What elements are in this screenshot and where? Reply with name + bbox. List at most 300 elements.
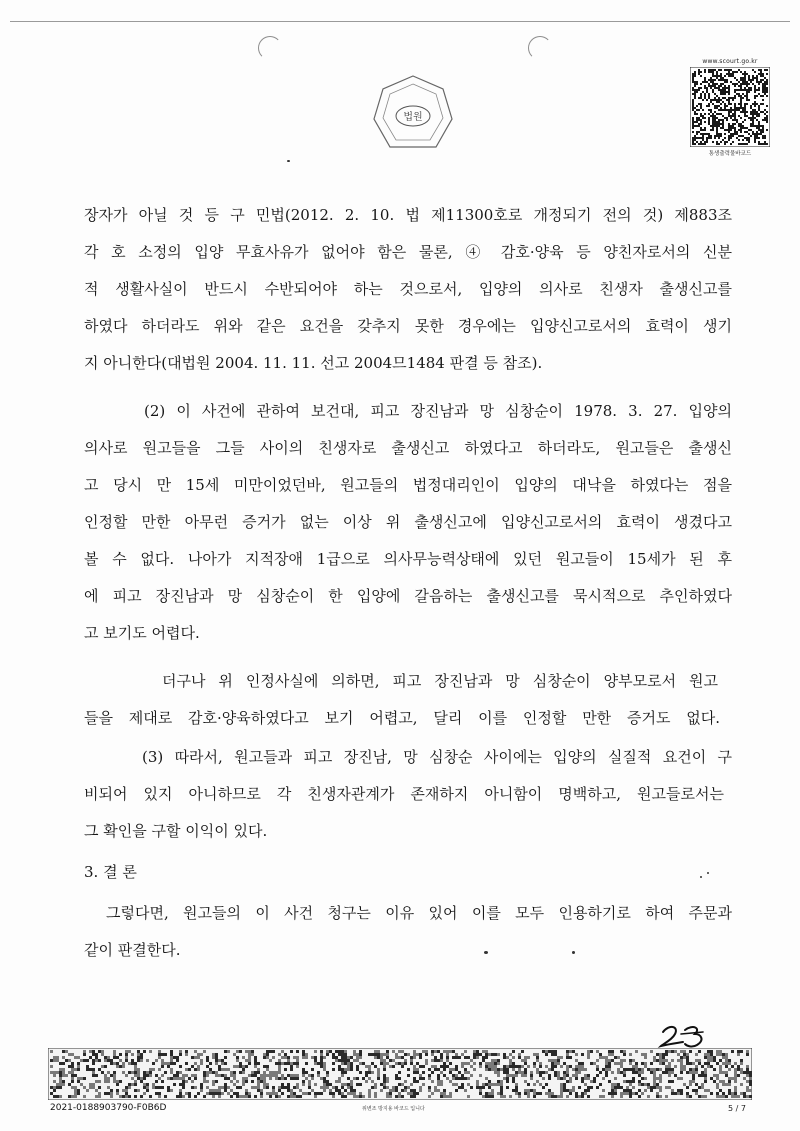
barcode-module <box>347 1077 350 1080</box>
barcode-module <box>731 1050 734 1053</box>
barcode-module <box>560 1083 563 1086</box>
qr-module <box>708 133 710 135</box>
barcode-module <box>350 1068 353 1071</box>
barcode-module <box>311 1074 314 1077</box>
barcode-module <box>407 1053 410 1056</box>
barcode-module <box>257 1080 260 1083</box>
barcode-module <box>308 1086 311 1089</box>
barcode-module <box>524 1059 527 1062</box>
barcode-module <box>326 1083 329 1086</box>
barcode-module <box>341 1086 344 1089</box>
barcode-module <box>149 1095 152 1098</box>
barcode-module <box>179 1092 182 1095</box>
qr-module <box>724 143 726 145</box>
body-line: 하였다 하더라도 위와 같은 요건을 갖추지 못한 경우에는 입양신고로서의 효력이 생기 <box>84 317 732 335</box>
qr-module <box>740 131 742 133</box>
barcode-module <box>197 1053 200 1056</box>
barcode-module <box>659 1059 662 1062</box>
barcode-module <box>521 1065 524 1068</box>
barcode-module <box>725 1059 728 1062</box>
barcode-module <box>53 1071 56 1074</box>
qr-module <box>764 119 766 121</box>
qr-module <box>752 119 754 121</box>
barcode-module <box>446 1077 449 1080</box>
barcode-module <box>698 1062 701 1065</box>
barcode-module <box>275 1077 278 1080</box>
barcode-module <box>668 1086 671 1089</box>
barcode-module <box>386 1062 389 1065</box>
qr-module <box>708 83 710 85</box>
barcode-module <box>485 1050 488 1053</box>
barcode-module <box>467 1056 470 1059</box>
barcode-module <box>281 1083 284 1086</box>
barcode-module <box>68 1065 71 1068</box>
barcode-module <box>122 1095 125 1098</box>
barcode-module <box>509 1059 512 1062</box>
barcode-module <box>647 1068 650 1071</box>
barcode-module <box>461 1053 464 1056</box>
qr-module <box>694 125 696 127</box>
barcode-module <box>554 1065 557 1068</box>
qr-module <box>696 137 698 139</box>
barcode-module <box>731 1095 734 1098</box>
qr-module <box>704 79 706 81</box>
barcode-module <box>506 1068 509 1071</box>
barcode-module <box>143 1083 146 1086</box>
qr-module <box>712 119 714 121</box>
barcode-module <box>395 1086 398 1089</box>
barcode-module <box>254 1056 257 1059</box>
barcode-module <box>371 1062 374 1065</box>
qr-module <box>744 105 746 107</box>
barcode-module <box>239 1050 242 1053</box>
barcode-module <box>638 1068 641 1071</box>
barcode-module <box>740 1083 743 1086</box>
barcode-module <box>491 1053 494 1056</box>
barcode-module <box>284 1062 287 1065</box>
barcode-module <box>632 1071 635 1074</box>
qr-module <box>762 89 764 91</box>
qr-module <box>708 135 710 137</box>
barcode-module <box>212 1083 215 1086</box>
qr-module <box>760 111 762 113</box>
qr-module <box>746 95 748 97</box>
barcode-module <box>503 1056 506 1059</box>
barcode-module <box>317 1062 320 1065</box>
barcode-module <box>110 1092 113 1095</box>
barcode-module <box>200 1053 203 1056</box>
barcode-module <box>485 1056 488 1059</box>
barcode-module <box>497 1068 500 1071</box>
barcode-module <box>53 1056 56 1059</box>
barcode-module <box>416 1071 419 1074</box>
barcode-module <box>629 1068 632 1071</box>
barcode-module <box>110 1074 113 1077</box>
qr-module <box>722 93 724 95</box>
barcode-module <box>563 1074 566 1077</box>
barcode-module <box>380 1053 383 1056</box>
qr-module <box>702 139 704 141</box>
barcode-module <box>617 1071 620 1074</box>
barcode-module <box>188 1095 191 1098</box>
barcode-module <box>77 1089 80 1092</box>
barcode-module <box>53 1059 56 1062</box>
qr-module <box>730 133 732 135</box>
barcode-module <box>335 1056 338 1059</box>
barcode-module <box>548 1077 551 1080</box>
barcode-module <box>188 1092 191 1095</box>
qr-module <box>758 69 760 71</box>
barcode-module <box>62 1074 65 1077</box>
barcode-module <box>200 1086 203 1089</box>
qr-module <box>694 135 696 137</box>
qr-module <box>756 79 758 81</box>
barcode-module <box>62 1080 65 1083</box>
barcode-module <box>269 1059 272 1062</box>
barcode-module <box>437 1068 440 1071</box>
qr-module <box>704 121 706 123</box>
qr-module <box>724 93 726 95</box>
barcode-module <box>494 1071 497 1074</box>
barcode-module <box>107 1056 110 1059</box>
barcode-module <box>248 1092 251 1095</box>
qr-module <box>756 95 758 97</box>
barcode-module <box>92 1062 95 1065</box>
barcode-module <box>545 1071 548 1074</box>
barcode-module <box>107 1080 110 1083</box>
qr-module <box>742 125 744 127</box>
qr-module <box>720 77 722 79</box>
barcode-module <box>161 1080 164 1083</box>
barcode-module <box>701 1083 704 1086</box>
qr-module <box>692 77 694 79</box>
barcode-module <box>632 1077 635 1080</box>
barcode-module <box>476 1053 479 1056</box>
qr-module <box>754 111 756 113</box>
qr-module <box>728 113 730 115</box>
barcode-module <box>92 1053 95 1056</box>
barcode-module <box>146 1071 149 1074</box>
barcode-module <box>281 1062 284 1065</box>
barcode-module <box>257 1086 260 1089</box>
barcode-module <box>680 1077 683 1080</box>
barcode-module <box>491 1083 494 1086</box>
qr-module <box>754 139 756 141</box>
barcode-module <box>245 1050 248 1053</box>
barcode-module <box>641 1077 644 1080</box>
barcode-module <box>503 1077 506 1080</box>
barcode-module <box>407 1074 410 1077</box>
barcode-module <box>176 1056 179 1059</box>
barcode-module <box>386 1095 389 1098</box>
barcode-module <box>359 1056 362 1059</box>
barcode-module <box>449 1080 452 1083</box>
barcode-module <box>341 1056 344 1059</box>
barcode-module <box>488 1086 491 1089</box>
barcode-module <box>164 1071 167 1074</box>
qr-module <box>756 75 758 77</box>
qr-module <box>716 131 718 133</box>
qr-module <box>744 81 746 83</box>
barcode-module <box>695 1065 698 1068</box>
qr-module <box>704 71 706 73</box>
barcode-module <box>149 1068 152 1071</box>
qr-module <box>758 87 760 89</box>
barcode-module <box>236 1092 239 1095</box>
qr-module <box>756 115 758 117</box>
barcode-module <box>422 1083 425 1086</box>
barcode-module <box>404 1086 407 1089</box>
qr-module <box>746 127 748 129</box>
barcode-module <box>629 1092 632 1095</box>
barcode-module <box>665 1071 668 1074</box>
qr-module <box>714 121 716 123</box>
barcode-module <box>368 1077 371 1080</box>
barcode-module <box>686 1095 689 1098</box>
barcode-module <box>215 1092 218 1095</box>
qr-module <box>734 103 736 105</box>
qr-module <box>694 75 696 77</box>
barcode-module <box>662 1053 665 1056</box>
barcode-module <box>104 1080 107 1083</box>
barcode-module <box>401 1050 404 1053</box>
barcode-module <box>506 1071 509 1074</box>
barcode-module <box>182 1074 185 1077</box>
barcode-module <box>359 1062 362 1065</box>
barcode-module <box>302 1068 305 1071</box>
barcode-module <box>137 1056 140 1059</box>
barcode-module <box>113 1080 116 1083</box>
barcode-module <box>485 1083 488 1086</box>
qr-module <box>720 69 722 71</box>
barcode-module <box>350 1089 353 1092</box>
barcode-module <box>614 1086 617 1089</box>
body-line: 비되어 있지 아니하므로 각 친생자관계가 존재하지 아니함이 명백하고, 원고들로서는 <box>84 785 724 803</box>
barcode-module <box>401 1062 404 1065</box>
qr-module <box>728 139 730 141</box>
barcode-module <box>455 1074 458 1077</box>
barcode-module <box>668 1062 671 1065</box>
barcode-module <box>257 1089 260 1092</box>
barcode-module <box>398 1062 401 1065</box>
barcode-module <box>314 1083 317 1086</box>
qr-module <box>714 75 716 77</box>
barcode-module <box>728 1059 731 1062</box>
barcode-module <box>596 1068 599 1071</box>
barcode-module <box>146 1083 149 1086</box>
qr-module <box>762 125 764 127</box>
qr-module <box>706 81 708 83</box>
barcode-module <box>668 1071 671 1074</box>
barcode-module <box>551 1059 554 1062</box>
barcode-module <box>269 1050 272 1053</box>
barcode-module <box>173 1056 176 1059</box>
barcode-module <box>740 1050 743 1053</box>
qr-module <box>736 137 738 139</box>
barcode-module <box>281 1074 284 1077</box>
qr-module <box>702 99 704 101</box>
barcode-module <box>572 1068 575 1071</box>
barcode-module <box>344 1095 347 1098</box>
qr-module <box>740 123 742 125</box>
barcode-module <box>272 1071 275 1074</box>
qr-module <box>734 85 736 87</box>
court-seal-icon <box>370 72 456 158</box>
barcode-module <box>287 1059 290 1062</box>
barcode-module <box>212 1080 215 1083</box>
barcode-module <box>611 1053 614 1056</box>
qr-module <box>746 93 748 95</box>
qr-module <box>698 131 700 133</box>
barcode-module <box>365 1080 368 1083</box>
barcode-module <box>284 1068 287 1071</box>
barcode-module <box>629 1083 632 1086</box>
barcode-module <box>347 1065 350 1068</box>
barcode-module <box>608 1080 611 1083</box>
qr-module <box>712 89 714 91</box>
barcode-module <box>650 1071 653 1074</box>
barcode-module <box>332 1056 335 1059</box>
qr-module <box>756 77 758 79</box>
barcode-module <box>125 1074 128 1077</box>
barcode-module <box>716 1092 719 1095</box>
barcode-module <box>56 1095 59 1098</box>
qr-module <box>718 89 720 91</box>
barcode-module <box>608 1050 611 1053</box>
barcode-module <box>257 1083 260 1086</box>
barcode-module <box>647 1086 650 1089</box>
barcode-module <box>386 1050 389 1053</box>
barcode-module <box>443 1089 446 1092</box>
qr-caption: 통생출력물바코드 <box>708 151 752 157</box>
barcode-module <box>62 1050 65 1053</box>
qr-module <box>718 133 720 135</box>
qr-module <box>752 69 754 71</box>
barcode-module <box>374 1086 377 1089</box>
qr-module <box>726 81 728 83</box>
barcode-module <box>395 1053 398 1056</box>
barcode-module <box>623 1074 626 1077</box>
barcode-module <box>275 1062 278 1065</box>
barcode-module <box>371 1080 374 1083</box>
barcode-module <box>671 1050 674 1053</box>
barcode-module <box>323 1068 326 1071</box>
barcode-module <box>455 1077 458 1080</box>
barcode-module <box>125 1056 128 1059</box>
barcode-module <box>53 1095 56 1098</box>
qr-module <box>728 85 730 87</box>
qr-module <box>728 111 730 113</box>
barcode-module <box>446 1059 449 1062</box>
barcode-module <box>560 1077 563 1080</box>
barcode-module <box>59 1074 62 1077</box>
qr-module <box>748 79 750 81</box>
qr-module <box>742 79 744 81</box>
barcode-module <box>650 1089 653 1092</box>
barcode-module <box>302 1050 305 1053</box>
barcode-module <box>443 1092 446 1095</box>
barcode-module <box>203 1077 206 1080</box>
barcode-module <box>536 1092 539 1095</box>
barcode-module <box>101 1071 104 1074</box>
barcode-module <box>308 1092 311 1095</box>
barcode-module <box>260 1092 263 1095</box>
barcode-module <box>110 1062 113 1065</box>
qr-module <box>744 115 746 117</box>
barcode-module <box>548 1074 551 1077</box>
barcode-module <box>470 1074 473 1077</box>
qr-module <box>766 95 768 97</box>
qr-module <box>756 137 758 139</box>
barcode-module <box>581 1062 584 1065</box>
barcode-module <box>431 1080 434 1083</box>
barcode-module <box>329 1092 332 1095</box>
barcode-module <box>686 1071 689 1074</box>
barcode-module <box>695 1083 698 1086</box>
barcode-module <box>476 1050 479 1053</box>
barcode-module <box>332 1053 335 1056</box>
qr-module <box>742 127 744 129</box>
qr-module <box>734 127 736 129</box>
barcode-module <box>389 1092 392 1095</box>
barcode-module <box>431 1092 434 1095</box>
barcode-module <box>707 1059 710 1062</box>
barcode-module <box>656 1086 659 1089</box>
barcode-module <box>182 1083 185 1086</box>
qr-module <box>710 135 712 137</box>
qr-module <box>724 91 726 93</box>
barcode-module <box>587 1086 590 1089</box>
barcode-module <box>746 1089 749 1092</box>
barcode-module <box>191 1086 194 1089</box>
barcode-module <box>734 1095 737 1098</box>
qr-module <box>758 129 760 131</box>
barcode-module <box>407 1092 410 1095</box>
barcode-module <box>317 1071 320 1074</box>
barcode-module <box>728 1077 731 1080</box>
barcode-module <box>131 1077 134 1080</box>
barcode-module <box>428 1068 431 1071</box>
barcode-module <box>266 1086 269 1089</box>
barcode-module <box>701 1065 704 1068</box>
barcode-module <box>50 1086 53 1089</box>
barcode-module <box>287 1056 290 1059</box>
qr-module <box>754 87 756 89</box>
qr-module <box>750 107 752 109</box>
barcode-module <box>665 1050 668 1053</box>
barcode-module <box>425 1053 428 1056</box>
barcode-module <box>359 1083 362 1086</box>
barcode-module <box>533 1062 536 1065</box>
barcode-module <box>491 1065 494 1068</box>
barcode-module <box>617 1083 620 1086</box>
barcode-module <box>155 1086 158 1089</box>
barcode-module <box>452 1074 455 1077</box>
barcode-module <box>680 1056 683 1059</box>
qr-module <box>714 111 716 113</box>
qr-module <box>726 79 728 81</box>
barcode-module <box>293 1095 296 1098</box>
barcode-module <box>158 1053 161 1056</box>
qr-module <box>696 131 698 133</box>
qr-module <box>742 89 744 91</box>
barcode-module <box>452 1068 455 1071</box>
barcode-module <box>59 1086 62 1089</box>
barcode-module <box>734 1080 737 1083</box>
barcode-module <box>242 1080 245 1083</box>
qr-module <box>700 119 702 121</box>
barcode-module <box>134 1071 137 1074</box>
